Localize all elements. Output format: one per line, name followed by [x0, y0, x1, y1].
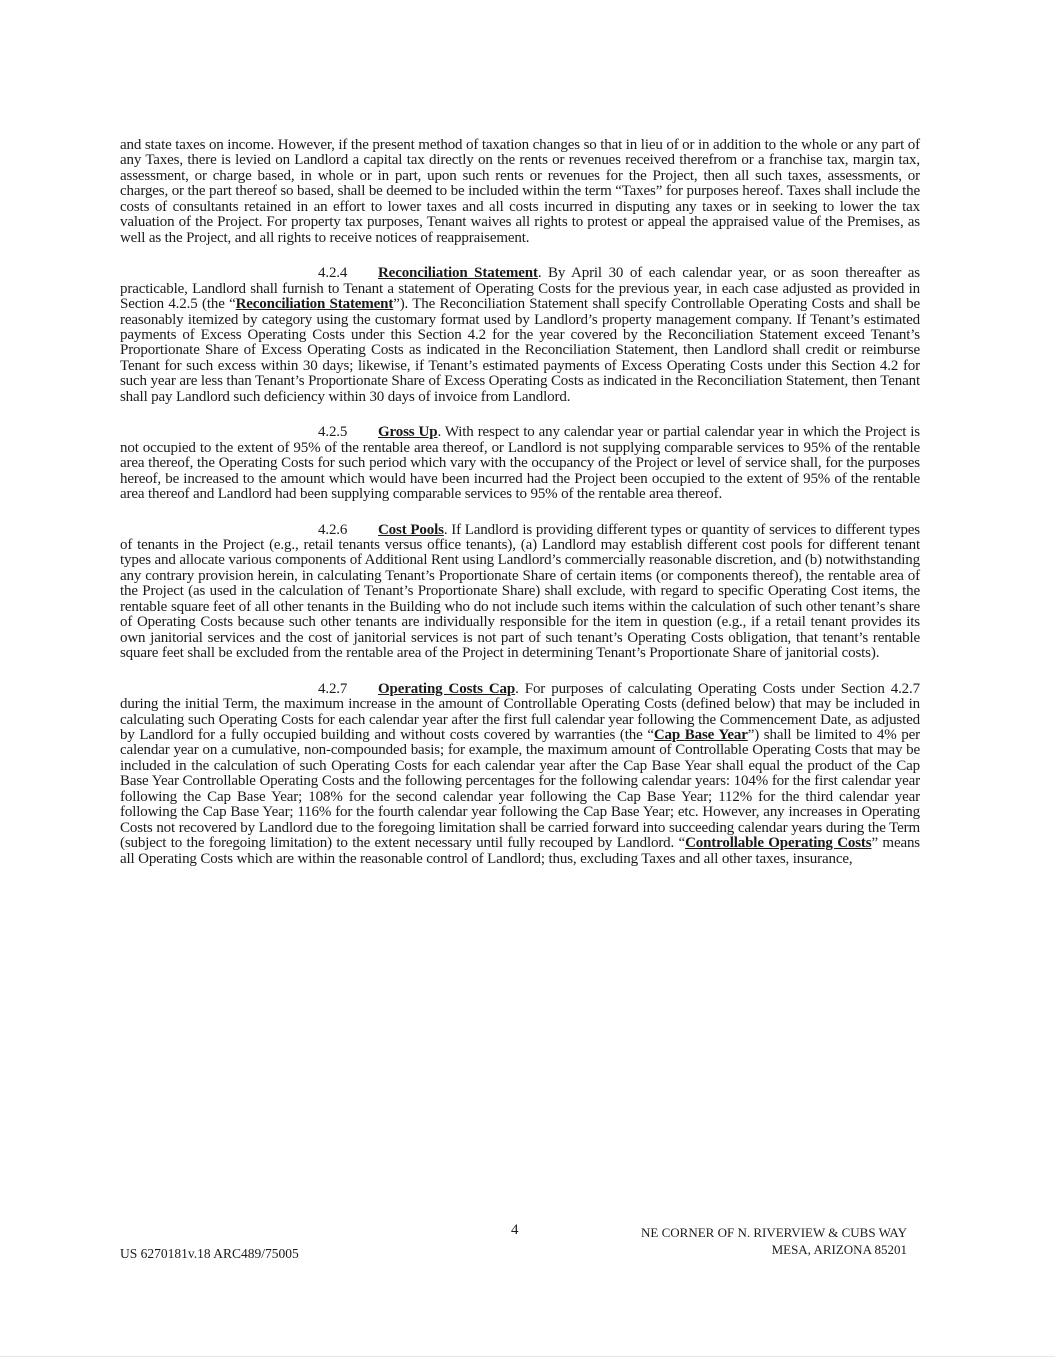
page-number: 4	[511, 1222, 519, 1238]
section-heading: Reconciliation Statement	[378, 265, 538, 282]
paragraph-taxes	[120, 138, 920, 246]
paragraph-text: ” means all Operating Costs which are within the reasonable control of Landlord; thus, excluding Taxes and all other taxes, insurance,	[120, 835, 920, 867]
property-address	[641, 1224, 907, 1258]
paragraph-text: ”) shall be limited to 4% per calendar year on a cumulative, non-compounded basis; for example, the maximum amount of Controllable Operating Costs that may be included in the calculation of such Operating Costs for each calendar year after the Cap Base Year shall equal the product of the Cap Base Year Controllable Operating Costs and the following percentages for the following calendar years: 104% for the first calendar year following the Cap Base Year; 108% for the second calendar year following the Cap Base Year; 112% for the third calendar year following the Cap Base Year; 116% for the fourth calendar year following the Cap Base Year; etc. However, any increases in Operating Costs not recovered by Landlord due to the foregoing limitation shall be carried forward into succeeding calendar years during the Term (subject to the foregoing limitation) to the extent necessary until fully recouped by Landlord. “	[120, 726, 920, 852]
address-line-1: NE CORNER OF N. RIVERVIEW & CUBS WAY	[641, 1225, 907, 1240]
defined-term: Cap Base Year	[653, 726, 748, 743]
section-heading: Gross Up	[378, 424, 438, 441]
section-number: 4.2.5	[318, 424, 348, 441]
section-heading: Cost Pools	[378, 521, 444, 538]
defined-term: Controllable Operating Costs	[685, 835, 872, 852]
section-number: 4.2.4	[318, 265, 348, 282]
document-id: US 6270181v.18 ARC489/75005	[120, 1246, 299, 1261]
defined-term: Reconciliation Statement	[235, 296, 394, 313]
section-4-2-4	[120, 266, 920, 405]
scan-edge-line	[0, 1356, 1055, 1357]
paragraph-text: . If Landlord is providing different types or quantity of services to different types of tenants in the Project (e.g., retail tenants versus office tenants), (a) Landlord may establish different cost pools for different tenant types and allocate various components of Additional Rent using Landlord’s commercially reasonable discretion, and (b) notwithstanding any contrary provision herein, in calculating Tenant’s Proportionate Share of certain items (or components thereof), the rentable area of the Project (as used in the calculation of Tenant’s Proportionate Share) shall exclude, with regard to specific Operating Cost items, the rentable square feet of all other tenants in the Building who do not include such items within the calculation of such other tenant’s share of Operating Costs because such other tenants are individually responsible for the item in question (e.g., if a retail tenant provides its own janitorial services and the cost of janitorial services is not part of such tenant’s Operating Costs obligation, that tenant’s rentable square feet shall be excluded from the rentable area of the Project in determining Tenant’s Proportionate Share of janitorial costs).	[120, 521, 920, 662]
paragraph-text: ”). The Reconciliation Statement shall specify Controllable Operating Costs and shall be reasonably itemized by category using the customary format used by Landlord’s property management company. If Tenant’s estimated payments of Excess Operating Costs under this Section 4.2 for the year covered by the Reconciliation Statement exceed Tenant’s Proportionate Share of Excess Operating Costs as indicated in the Reconciliation Statement, then Landlord shall credit or reimburse Tenant for such excess within 30 days; likewise, if Tenant’s estimated payments of Excess Operating Costs under this Section 4.2 for such year are less than Tenant’s Proportionate Share of Excess Operating Costs as indicated in the Reconciliation Statement, then Tenant shall pay Landlord such deficiency within 30 days of invoice from Landlord.	[120, 296, 920, 405]
section-4-2-5	[120, 425, 920, 502]
section-number: 4.2.6	[318, 521, 348, 538]
paragraph-text: . For purposes of calculating Operating Costs under Section 4.2.7 during the initial Term, the maximum increase in the amount of Controllable Operating Costs (defined below) that may be included in calculating such Operating Costs for each calendar year after the first full calendar year following the Commencement Date, as adjusted by Landlord for a fully occupied building and without costs covered by warranties (the “	[120, 680, 920, 743]
document-body	[120, 138, 920, 887]
paragraph-text: . By April 30 of each calendar year, or as soon thereafter as practicable, Landlord shall furnish to Tenant a statement of Operating Costs for the previous year, in each case adjusted as provided in Section 4.2.5 (the “	[120, 265, 920, 313]
section-heading: Operating Costs Cap	[378, 680, 516, 697]
section-4-2-6	[120, 523, 920, 662]
section-4-2-7	[120, 682, 920, 867]
section-number: 4.2.7	[318, 680, 348, 697]
address-line-2: MESA, ARIZONA 85201	[771, 1242, 907, 1257]
paragraph-text: . With respect to any calendar year or partial calendar year in which the Project is not occupied to the extent of 95% of the rentable area thereof, or Landlord is not supplying comparable services to 95% of the rentable area thereof, the Operating Costs for such period which vary with the occupancy of the Project or level of service shall, for the purposes hereof, be increased to the amount which would have been incurred had the Project been occupied to the extent of 95% of the rentable area thereof and Landlord had been supplying comparable services to 95% of the rentable area thereof.	[120, 424, 920, 503]
paragraph-text: and state taxes on income. However, if the present method of taxation changes so that in lieu of or in addition to the whole or any part of any Taxes, there is levied on Landlord a capital tax directly on the rents or revenues received therefrom or a franchise tax, margin tax, assessment, or charge based, in whole or in part, upon such rents or revenues for the Project, then all such taxes, assessments, or charges, or the part thereof so based, shall be deemed to be included within the term “Taxes” for purposes hereof. Taxes shall include the costs of consultants retained in an effort to lower taxes and all costs incurred in disputing any taxes or in seeking to lower the tax valuation of the Project. For property tax purposes, Tenant waives all rights to protest or appeal the appraised value of the Premises, as well as the Project, and all rights to receive notices of reappraisement.	[120, 137, 920, 246]
